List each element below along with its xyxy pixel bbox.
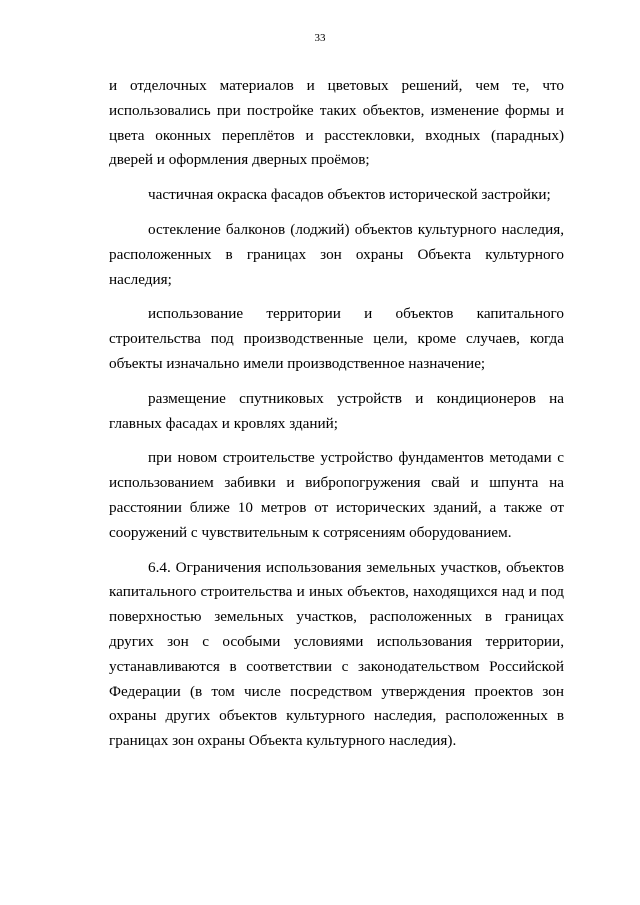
page-number: 33 <box>314 32 326 44</box>
paragraph-section-6-4: 6.4. Ограничения использования земельных участков, объектов капитального строительства и иных объектов, находящихся над и под поверхностью земельных участков, расположенных в границах других зон с особыми условиями использования территории, устанавливаются в соответствии с законодательством Российской Федерации (в том числе посредством утверждения проектов зон охраны других объектов культурного наследия, расположенных в границах зон охраны Объекта культурного наследия). <box>109 558 564 750</box>
paragraph-satellite-devices: размещение спутниковых устройств и кондиционеров на главных фасадах и кровлях зданий; <box>109 389 564 432</box>
paragraph-continuation: и отделочных материалов и цветовых решений, чем те, что использовались при постройке таких объектов, изменение формы и цвета оконных переплётов и расстекловки, входных (парадных) дверей и оформления дверных проёмов; <box>109 77 564 169</box>
paragraph-balcony-glazing: остекление балконов (лоджий) объектов культурного наследия, расположенных в границах зон охраны Объекта культурного наследия; <box>109 220 564 288</box>
paragraph-foundations: при новом строительстве устройство фундаментов методами с использованием забивки и вибропогружения свай и шпунта на расстоянии ближе 10 метров от исторических зданий, а также от сооружений с чувствительным к сотрясениям оборудованием. <box>109 449 564 541</box>
paragraph-production-use: использование территории и объектов капитального строительства под производственные цели, кроме случаев, когда объекты изначально имели производственное назначение; <box>109 305 564 372</box>
paragraph-facade-painting: частичная окраска фасадов объектов исторической застройки; <box>148 186 551 204</box>
document-body <box>109 74 564 764</box>
